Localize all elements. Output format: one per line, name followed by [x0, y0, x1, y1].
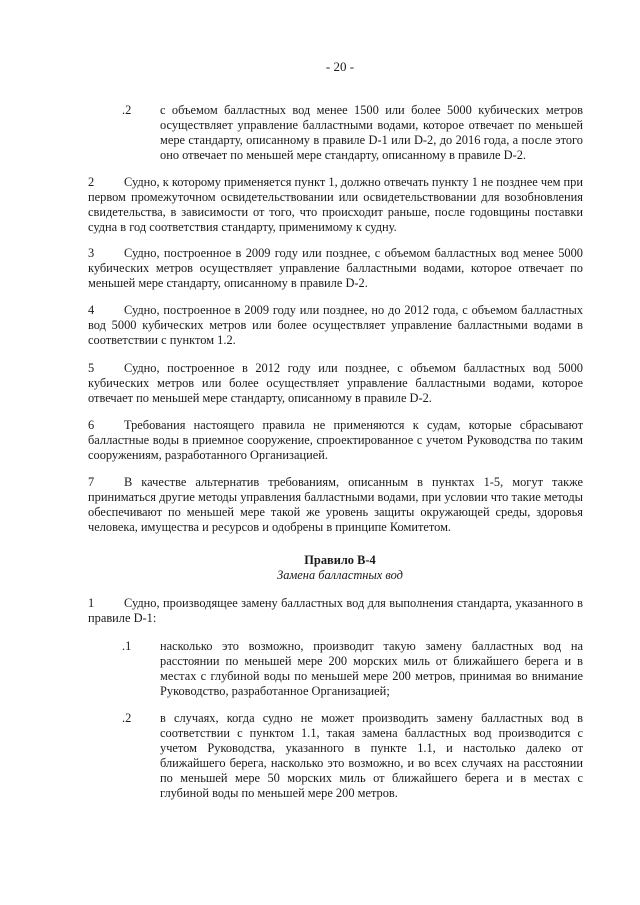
paragraph-text: В качестве альтернатив требованиям, описанным в пунктах 1-5, могут также приниматься другие методы управления балластными водами, при условии что такие методы обеспечивают по меньшей мере такой же уровень защиты окружающей среды, здоровья человека, имущества и ресурсов и одобрены в принципе Комитетом. [88, 475, 583, 534]
paragraph-text: Судно, построенное в 2009 году или позднее, но до 2012 года, с объемом балластных вод 5000 кубических метров или более осуществляет управление балластными водами в соответствии с пунктом 1.2. [88, 303, 583, 347]
paragraph-number: 4 [88, 303, 95, 317]
paragraph-text: Судно, производящее замену балластных вод для выполнения стандарта, указанного в правиле D-1: [88, 596, 583, 625]
page-number: - 20 - [325, 59, 355, 74]
subitem-number: .2 [122, 103, 132, 117]
paragraph-number: 6 [88, 418, 95, 432]
rule-subtitle: Замена балластных вод [277, 568, 403, 582]
subitem-number: .2 [122, 711, 132, 725]
rule-subitem-1 [122, 639, 583, 699]
paragraph-number: 5 [88, 361, 95, 375]
paragraph-number: 3 [88, 246, 95, 260]
paragraph-text: Требования настоящего правила не применяются к судам, которые сбрасывают балластные воды в приемное сооружение, спроектированное с учетом Руководства по таким сооружениям, разработанного Организацией. [88, 418, 583, 462]
paragraph-7 [88, 475, 583, 535]
paragraph-text: Судно, построенное в 2012 году или позднее, с объемом балластных вод 5000 кубических метров или более осуществляет управление балластными водами, которое отвечает по меньшей мере стандарту, описанному в правиле D-2. [88, 361, 583, 405]
paragraph-text: Судно, построенное в 2009 году или позднее, с объемом балластных вод менее 5000 кубических метров осуществляет управление балластными водами, которое отвечает по меньшей мере стандарту, описанному в правиле D-2. [88, 246, 583, 290]
rule-subitem-2 [122, 711, 583, 801]
intro-subitem [122, 103, 583, 163]
paragraph-number: 1 [88, 596, 95, 610]
paragraph-4 [88, 303, 583, 348]
paragraph-text: Судно, к которому применяется пункт 1, должно отвечать пункту 1 не позднее чем при первом промежуточном освидетельствовании или освидетельствовании для возобновления свидетельства, в зависимости от того, что происходит раньше, после годовщины поставки судна в год соответствия стандарту, применимому к судну. [88, 175, 583, 234]
paragraph-number: 7 [88, 475, 95, 489]
subitem-text: в случаях, когда судно не может производить замену балластных вод в соответствии с пунктом 1.1, такая замена балластных вод производится с учетом Руководства, указанного в пункте 1.1, и настолько далеко от ближайшего берега, насколько это возможно, и во всех случаях на расстоянии по меньшей мере 50 морских миль от ближайшего берега и в местах с глубиной воды по меньшей мере 200 метров. [160, 711, 583, 800]
subitem-number: .1 [122, 639, 132, 653]
subitem-text: насколько это возможно, производит такую замену балластных вод на расстоянии по меньшей мере 200 морских миль от ближайшего берега и в местах с глубиной воды по меньшей мере 200 метров, принимая во внимание Руководство, разработанное Организацией; [160, 639, 583, 698]
rule-title: Правило B-4 [304, 553, 376, 567]
paragraph-6 [88, 418, 583, 463]
rule-paragraph-1 [88, 596, 583, 626]
subitem-text: с объемом балластных вод менее 1500 или более 5000 кубических метров осуществляет управление балластными водами, которое отвечает по меньшей мере стандарту, описанному в правиле D-1 или D-2, до 2016 года, а после этого оно отвечает по меньшей мере стандарту, описанному в правиле D-2. [160, 103, 583, 162]
paragraph-5 [88, 361, 583, 406]
paragraph-2 [88, 175, 583, 235]
paragraph-3 [88, 246, 583, 291]
paragraph-number: 2 [88, 175, 95, 189]
